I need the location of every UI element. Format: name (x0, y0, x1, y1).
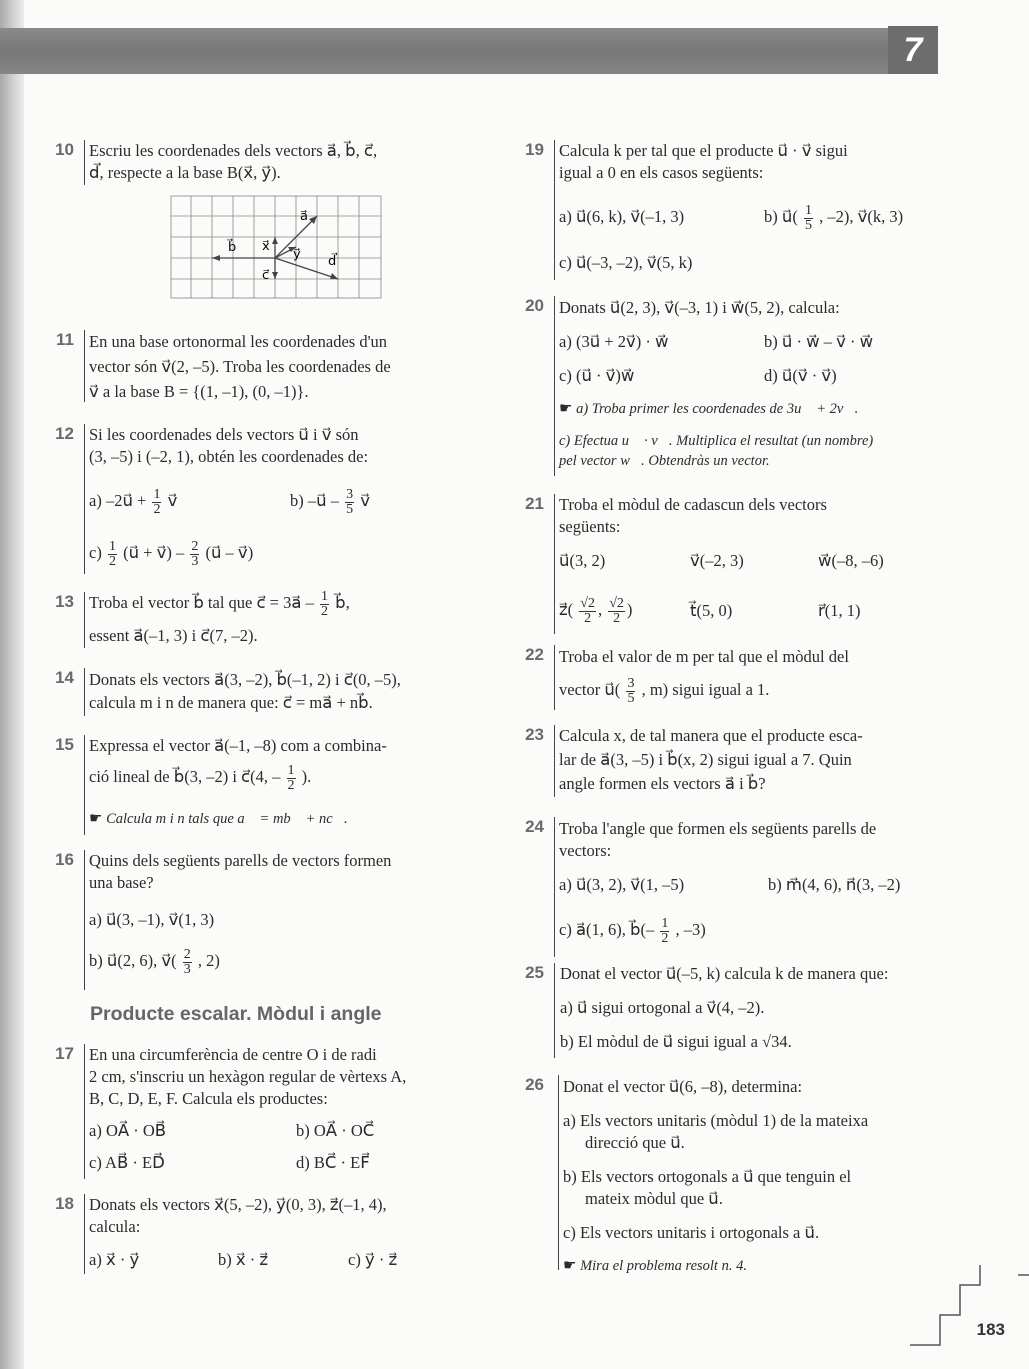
exercise-text: Donat el vector u⃗(6, –8), determina: (563, 1077, 803, 1096)
fraction: $\frac{1}{2}$ (661, 915, 669, 946)
item-a: a) u⃗ sigui ortogonal a v⃗(4, –2). (560, 998, 765, 1017)
hint-note (563, 1256, 747, 1276)
item-text: vector u⃗( (559, 680, 621, 699)
fraction: $\frac{√2}{2}$ (609, 595, 624, 626)
exercise-rule (558, 1075, 559, 1270)
chapter-header-bar (0, 28, 890, 74)
item-text: v⃗ (167, 491, 178, 510)
vector-label-a: a⃗ (300, 208, 308, 223)
item-d: d) BC⃗ · EF⃗ (296, 1153, 370, 1172)
fraction: $\frac{1}{2}$ (287, 762, 295, 793)
item-d: d) u⃗(v⃗ · v⃗) (764, 366, 837, 385)
vector-label-y: y⃗ (293, 246, 301, 261)
exercise-text (89, 588, 350, 619)
exercise-number: 13 (55, 592, 74, 611)
item-b: b) m⃗(4, 6), n⃗(3, –2) (768, 875, 901, 894)
exercise-number: 16 (55, 850, 74, 869)
item-b: b) u⃗ · w⃗ – v⃗ · w⃗ (764, 332, 874, 351)
item-a (89, 484, 177, 518)
item-text: b) –u⃗ – (290, 491, 339, 510)
exercise-text: vectors: (559, 841, 612, 860)
item-text: ció lineal de b⃗(3, –2) i c⃗(4, – (89, 767, 281, 786)
item-c (89, 536, 253, 570)
fraction: $\frac{2}{3}$ (183, 946, 191, 977)
exercise-number: 18 (55, 1194, 74, 1213)
exercise-number: 25 (525, 963, 544, 982)
item-text: , –2), v⃗(k, 3) (819, 207, 904, 226)
exercise-text: Escriu les coordenades dels vectors a⃗, b⃗, c⃗, (89, 141, 378, 160)
exercise-rule (84, 1194, 85, 1274)
item-text: , –3) (675, 920, 706, 939)
item-b (89, 944, 220, 978)
exercise-text: Troba el mòdul de cadascun dels vectors (559, 495, 827, 514)
item-a: a) x⃗ · y⃗ (89, 1250, 140, 1269)
exercise-rule (554, 140, 555, 280)
item-text: v⃗ (360, 491, 370, 510)
vector-label-x: x⃗ (262, 238, 270, 253)
vector-item: w⃗(–8, –6) (818, 551, 884, 570)
exercise-text: Quins dels següents parells de vectors formen (89, 851, 392, 870)
item-b (764, 200, 903, 234)
item-text: c) (89, 543, 102, 562)
item-a: a) u⃗(3, –1), v⃗(1, 3) (89, 910, 215, 929)
exercise-text: Calcula x, de tal manera que el producte esca- (559, 726, 863, 745)
exercise-text: calcula: (89, 1217, 141, 1236)
item-c: c) u⃗(–3, –2), v⃗(5, k) (559, 253, 693, 272)
exercise-text: d⃗, respecte a la base B(x⃗, y⃗). (89, 163, 281, 182)
exercise-number: 24 (525, 817, 544, 836)
item-a: a) (3u⃗ + 2v⃗) · w⃗ (559, 332, 669, 351)
fraction: $\frac{1}{2}$ (320, 588, 328, 619)
exercise-rule (84, 735, 85, 835)
exercise-number: 17 (55, 1044, 74, 1063)
item-b: b) Els vectors ortogonals a u⃗ que tenguin el (563, 1167, 852, 1186)
fraction: $\frac{3}{5}$ (627, 675, 635, 706)
vector-item: z⃗( $\frac{√2}{2}$ , $\frac{√2}{2}$ ) (559, 595, 633, 626)
book-spine-shadow (0, 0, 24, 1369)
exercise-number: 26 (525, 1075, 544, 1094)
exercise-text (89, 760, 311, 794)
exercise-text: B, C, D, E, F. Calcula els productes: (89, 1089, 328, 1108)
fraction: $\frac{2}{3}$ (191, 538, 199, 569)
fraction: $\frac{1}{5}$ (804, 202, 812, 233)
exercise-text: Donats u⃗(2, 3), v⃗(–3, 1) i w⃗(5, 2), calcula: (559, 298, 840, 317)
exercise-text: (3, –5) i (–2, 1), obtén les coordenades de: (89, 447, 369, 466)
item-a: a) u⃗(6, k), v⃗(–1, 3) (559, 207, 685, 226)
exercise-rule (84, 1044, 85, 1179)
item-text: a) –2u⃗ + (89, 491, 147, 510)
vector-label-b: b⃗ (228, 239, 237, 254)
exercise-number: 19 (525, 140, 544, 159)
exercise-text: essent a⃗(–1, 3) i c⃗(7, –2). (89, 626, 258, 645)
exercise-number: 22 (525, 645, 544, 664)
exercise-text: Donats els vectors a⃗(3, –2), b⃗(–1, 2) i c⃗(0, –5), (89, 670, 401, 689)
item-a: a) OA⃗ · OB⃗ (89, 1121, 167, 1140)
exercise-text: Expressa el vector a⃗(–1, –8) com a combina- (89, 736, 387, 755)
pointing-hand-icon: ☛ (559, 401, 573, 417)
hint-text: a) Troba primer les coordenades de 3u⃗ + 2v⃗. (576, 401, 859, 417)
exercise-text: Donats els vectors x⃗(5, –2), y⃗(0, 3), z⃗(–1, 4), (89, 1195, 387, 1214)
item-text: ). (301, 767, 312, 786)
section-title: Producte escalar. Mòdul i angle (90, 1003, 382, 1025)
exercise-rule (554, 494, 555, 634)
fraction: $\frac{1}{2}$ (108, 538, 116, 569)
item-a-cont: direcció que u⃗. (585, 1133, 685, 1152)
fraction: $\frac{√2}{2}$ (580, 595, 595, 626)
exercise-rule (554, 817, 555, 957)
pointing-hand-icon: ☛ (563, 1258, 577, 1274)
exercise-text: lar de a⃗(3, –5) i b⃗(x, 2) sigui igual a 7. Quin (559, 750, 852, 769)
exercise-number: 15 (55, 735, 74, 754)
item-a: a) u⃗(3, 2), v⃗(1, –5) (559, 875, 685, 894)
exercise-rule (84, 140, 85, 185)
exercise-text: v⃗ a la base B = {(1, –1), (0, –1)}. (89, 382, 309, 401)
exercise-text: Calcula k per tal que el producte u⃗ · v⃗ sigui (559, 141, 848, 160)
item-b: b) OA⃗ · OC⃗ (296, 1121, 375, 1140)
fraction: $\frac{1}{2}$ (153, 486, 161, 517)
item-b: b) x⃗ · z⃗ (218, 1250, 269, 1269)
hint-text: Mira el problema resolt n. 4. (580, 1258, 747, 1274)
fraction: $\frac{3}{5}$ (346, 486, 354, 517)
exercise-rule (554, 296, 555, 476)
exercise-text: 2 cm, s'inscriu un hexàgon regular de vèrtexs A, (89, 1067, 407, 1086)
exercise-number: 12 (55, 424, 74, 443)
vector-item: u⃗(3, 2) (559, 551, 606, 570)
exercise-text: vector són v⃗(2, –5). Troba les coordenades de (89, 357, 391, 376)
item-text: z⃗( (559, 600, 574, 619)
item-text: b) u⃗( (764, 207, 798, 226)
item-c: c) AB⃗ · ED⃗ (89, 1153, 165, 1172)
exercise-number: 10 (55, 140, 74, 159)
exercise-text: una base? (89, 873, 154, 892)
page-number: 183 (976, 1320, 1005, 1339)
item-text: Troba el vector b⃗ tal que c⃗ = 3a⃗ – (89, 593, 314, 612)
exercise-text: Troba l'angle que formen els següents parells de (559, 819, 877, 838)
item-b-cont: mateix mòdul que u⃗. (585, 1189, 723, 1208)
item-b (290, 484, 370, 518)
item-text: (u⃗ – v⃗) (205, 543, 254, 562)
vector-label-d: d⃗ (328, 253, 337, 268)
chapter-number: 7 (888, 26, 938, 74)
exercise-text (559, 673, 769, 707)
exercise-rule (84, 850, 85, 990)
exercise-text: Troba el valor de m per tal que el mòdul del (559, 647, 849, 666)
item-text: , m) sigui igual a 1. (641, 680, 770, 699)
exercise-rule (554, 963, 555, 1058)
vector-item: r⃗(1, 1) (818, 601, 861, 620)
exercise-rule (554, 645, 555, 710)
vector-item: t⃗(5, 0) (690, 601, 733, 620)
exercise-rule (554, 725, 555, 797)
item-c: c) Els vectors unitaris i ortogonals a u⃗. (563, 1223, 820, 1242)
vector-label-c: c⃗ (262, 267, 270, 282)
exercise-number: 23 (525, 725, 544, 744)
item-c (559, 913, 706, 947)
exercise-rule (84, 330, 85, 402)
exercise-rule (84, 424, 85, 574)
item-text: , 2) (197, 951, 220, 970)
hint-text: c) Efectua u⃗ · v⃗. Multiplica el resultat (un nombre) (559, 433, 874, 449)
item-a: a) Els vectors unitaris (mòdul 1) de la mateixa (563, 1111, 869, 1130)
item-text: b) u⃗(2, 6), v⃗( (89, 951, 177, 970)
exercise-rule (84, 668, 85, 716)
exercise-text: En una circumferència de centre O i de radi (89, 1045, 377, 1064)
exercise-rule (84, 592, 85, 648)
exercise-text: calcula m i n de manera que: c⃗ = ma⃗ + nb⃗. (89, 693, 373, 712)
hint-text: Calcula m i n tals que a⃗ = mb⃗ + nc⃗. (106, 811, 348, 827)
hint-note (559, 399, 858, 419)
exercise-text: igual a 0 en els casos següents: (559, 163, 764, 182)
exercise-text: següents: (559, 517, 621, 536)
vector-grid-figure (170, 195, 382, 299)
exercise-text: Donat el vector u⃗(–5, k) calcula k de manera que: (560, 964, 889, 983)
exercise-text: En una base ortonormal les coordenades d'un (89, 332, 388, 351)
exercise-text: angle formen els vectors a⃗ i b⃗? (559, 774, 766, 793)
item-text: c) a⃗(1, 6), b⃗(– (559, 920, 655, 939)
item-c: c) y⃗ · z⃗ (348, 1250, 398, 1269)
item-b: b) El mòdul de u⃗ sigui igual a √34. (560, 1032, 792, 1051)
exercise-number: 11 (56, 330, 74, 349)
item-text: (u⃗ + v⃗) – (123, 543, 185, 562)
pointing-hand-icon: ☛ (89, 811, 103, 827)
hint-text: pel vector w⃗. Obtendràs un vector. (559, 453, 770, 469)
exercise-text: Si les coordenades dels vectors u⃗ i v⃗ són (89, 425, 359, 444)
exercise-number: 20 (525, 296, 544, 315)
item-text: b⃗, (335, 593, 350, 612)
exercise-number: 21 (525, 494, 544, 513)
item-c: c) (u⃗ · v⃗)w⃗ (559, 366, 635, 385)
vector-item: v⃗(–2, 3) (690, 551, 744, 570)
exercise-number: 14 (55, 668, 74, 687)
hint-note (89, 809, 348, 829)
